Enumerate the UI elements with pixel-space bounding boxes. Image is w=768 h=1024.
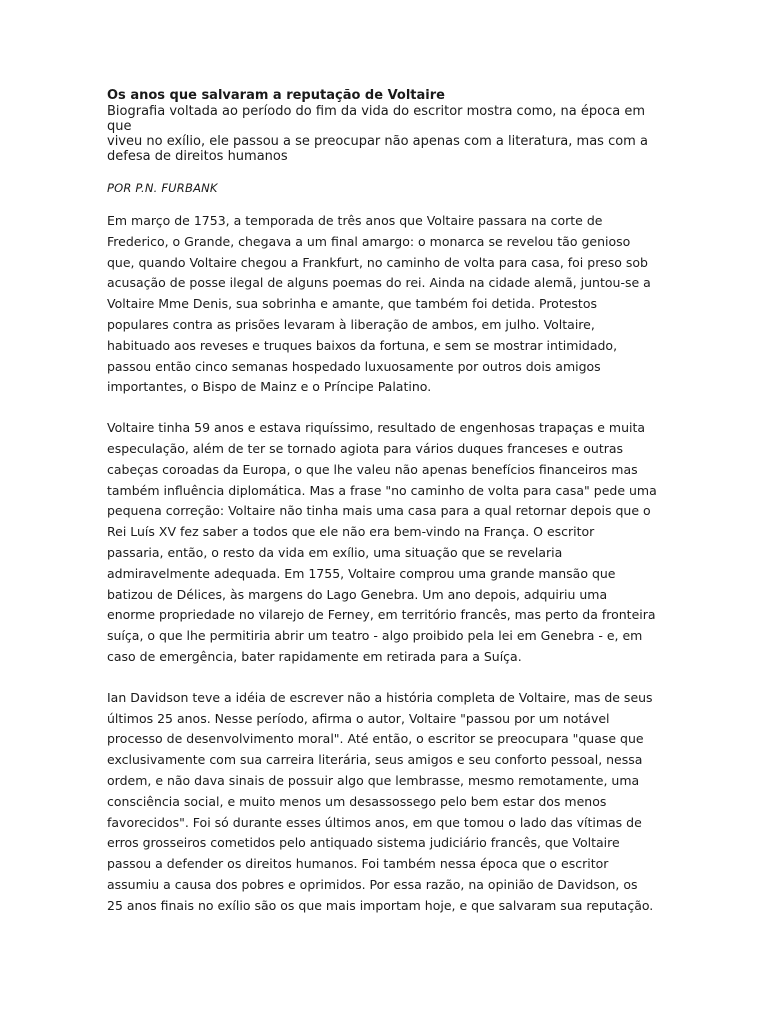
document-page (107, 88, 663, 937)
body-paragraph: Voltaire tinha 59 anos e estava riquíssimo, resultado de engenhosas trapaças e muita especulação, além de ter se tornado agiota para vários duques franceses e outras cabeças coroadas da Europa, o que lhe valeu não apenas benefícios financeiros mas também influência diplomática. Mas a frase "no caminho de volta para casa" pede uma pequena correção: Voltaire não tinha mais uma casa para a qual retornar depois que o Rei Luís XV fez saber a todos que ele não era bem-vindo na França. O escritor passaria, então, o resto da vida em exílio, uma situação que se revelaria admiravelmente adequada. Em 1755, Voltaire comprou uma grande mansão que batizou de Délices, às margens do Lago Genebra. Um ano depois, adquiriu uma enorme propriedade no vilarejo de Ferney, em território francês, mas perto da fronteira suíça, o que lhe permitiria abrir um teatro - algo proibido pela lei em Genebra - e, em caso de emergência, bater rapidamente em retirada para a Suíça. (107, 420, 657, 664)
article-body (107, 211, 663, 917)
body-paragraph: Em março de 1753, a temporada de três anos que Voltaire passara na corte de Frederico, o Grande, chegava a um final amargo: o monarca se revelou tão genioso que, quando Voltaire chegou a Frankfurt, no caminho de volta para casa, foi preso sob acusação de posse ilegal de alguns poemas do rei. Ainda na cidade alemã, juntou-se a Voltaire Mme Denis, sua sobrinha e amante, que também foi detida. Protestos populares contra as prisões levaram à liberação de ambos, em julho. Voltaire, habituado aos reveses e truques baixos da fortuna, e sem se mostrar intimidado, passou então cinco semanas hospedado luxuosamente por outros dois amigos importantes, o Bispo de Mainz e o Príncipe Palatino. (107, 213, 651, 395)
article-byline: POR P.N. FURBANK (107, 181, 218, 195)
article-subtitle: Biografia voltada ao período do fim da vida do escritor mostra como, na época em que viveu no exílio, ele passou a se preocupar não apenas com a literatura, mas com a defesa de direitos humanos (107, 104, 648, 164)
body-paragraph: Ian Davidson teve a idéia de escrever não a história completa de Voltaire, mas de seus últimos 25 anos. Nesse período, afirma o autor, Voltaire "passou por um notável processo de desenvolvimento moral". Até então, o escritor se preocupara "quase que exclusivamente com sua carreira literária, seus amigos e seu conforto pessoal, nessa ordem, e não dava sinais de possuir algo que lembrasse, mesmo remotamente, uma consciência social, e muito menos um desassossego pelo bem estar dos menos favorecidos". Foi só durante esses últimos anos, em que tomou o lado das vítimas de erros grosseiros cometidos pelo antiquado sistema judiciário francês, que Voltaire passou a defender os direitos humanos. Foi também nessa época que o escritor assumiu a causa dos pobres e oprimidos. Por essa razão, na opinião de Davidson, os 25 anos finais no exílio são os que mais importam hoje, e que salvaram sua reputação. (107, 689, 654, 913)
article-title: Os anos que salvaram a reputação de Voltaire (107, 88, 445, 103)
